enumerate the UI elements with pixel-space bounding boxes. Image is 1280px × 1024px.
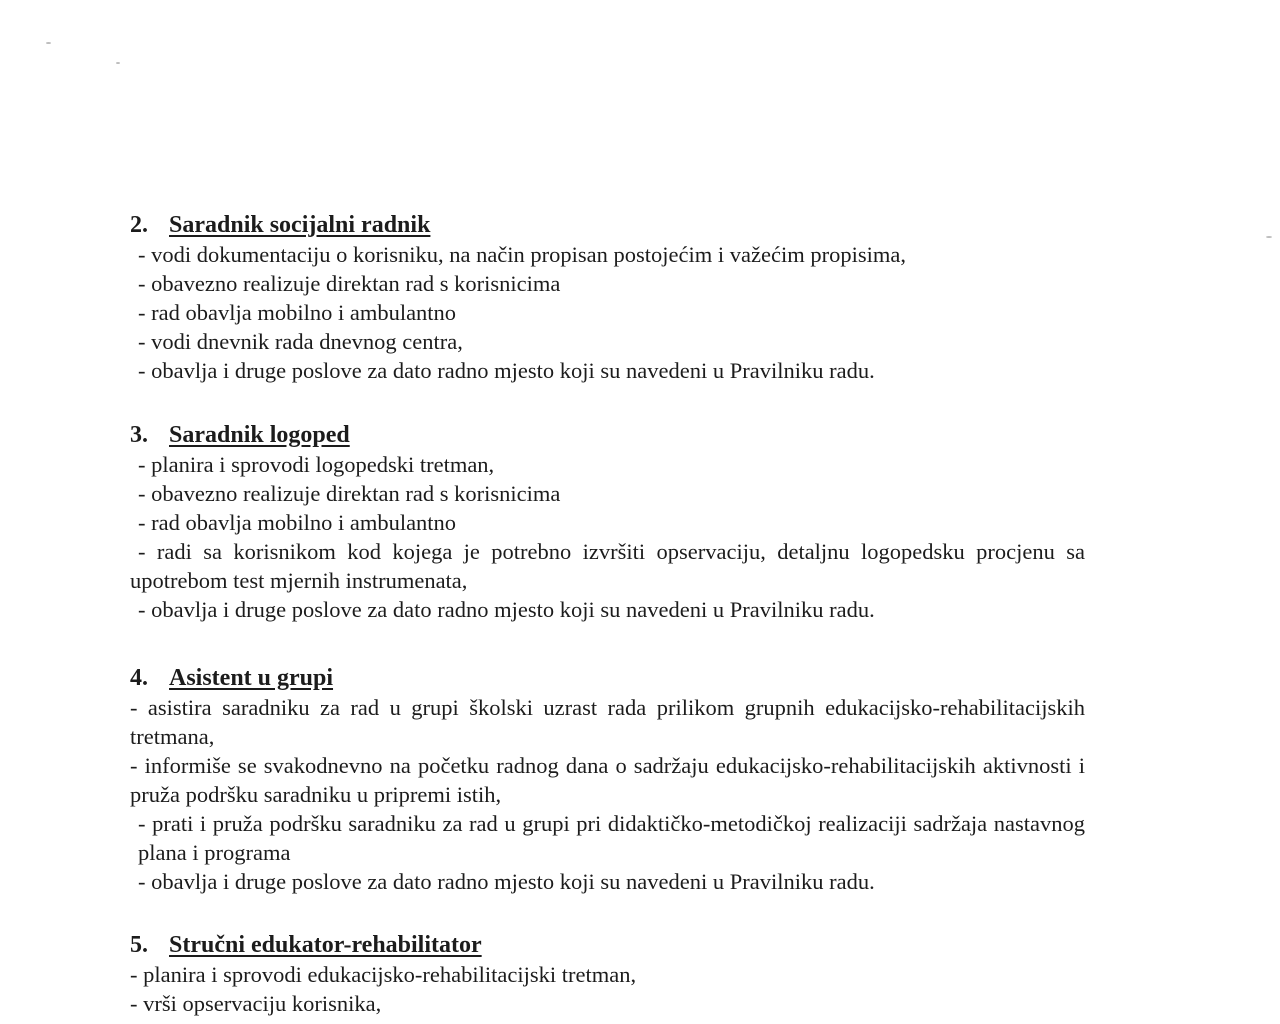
duty-item: - obavlja i druge poslove za dato radno mjesto koji su navedeni u Pravilniku radu. — [138, 869, 875, 894]
duty-item: - vodi dnevnik rada dnevnog centra, — [138, 329, 463, 354]
duty-item: - planira i sprovodi logopedski tretman, — [138, 452, 495, 477]
section-number: 2. — [130, 212, 148, 238]
section-title: Saradnik logoped — [169, 422, 350, 448]
duty-list — [130, 450, 1085, 624]
duty-item: - vodi dokumentaciju o korisniku, na način propisan postojećim i važećim propisima, — [138, 242, 906, 267]
duty-item: - prati i pruža podršku saradniku za rad u grupi pri didaktičko-metodičkoj realizaciji sadržaja nastavnog plana i programa — [138, 811, 1085, 865]
duty-item: - rad obavlja mobilno i ambulantno — [138, 510, 457, 535]
section-saradnik-socijalni-radnik — [130, 210, 1085, 385]
duty-item: - vrši opservaciju korisnika, — [130, 991, 382, 1016]
duty-list — [130, 693, 1085, 896]
duty-item: - informiše se svakodnevno na početku radnog dana o sadržaju edukacijsko-rehabilitacijskih aktivnosti i pruža podršku saradniku u pripremi istih, — [130, 753, 1085, 807]
section-asistent-u-grupi — [130, 663, 1085, 896]
section-title: Asistent u grupi — [169, 665, 334, 691]
scan-speck — [116, 62, 120, 64]
section-heading — [130, 663, 1085, 693]
section-heading — [130, 930, 1085, 960]
section-saradnik-logoped — [130, 420, 1085, 624]
section-heading — [130, 210, 1085, 240]
section-heading — [130, 420, 1085, 450]
section-number: 3. — [130, 422, 148, 448]
duty-item: - obavlja i druge poslove za dato radno mjesto koji su navedeni u Pravilniku radu. — [138, 597, 875, 622]
duty-item: - obavezno realizuje direktan rad s korisnicima — [138, 481, 561, 506]
scan-speck — [46, 42, 51, 44]
section-title: Saradnik socijalni radnik — [169, 212, 431, 238]
section-number: 4. — [130, 665, 148, 691]
duty-list — [130, 240, 1085, 385]
section-title: Stručni edukator-rehabilitator — [169, 932, 482, 958]
scan-speck — [1266, 236, 1272, 238]
duty-item: - planira i sprovodi edukacijsko-rehabilitacijski tretman, — [130, 962, 637, 987]
duty-item: - obavlja i druge poslove za dato radno mjesto koji su navedeni u Pravilniku radu. — [138, 358, 875, 383]
section-strucni-edukator-rehabilitator — [130, 930, 1085, 1018]
duty-list — [130, 960, 1085, 1018]
duty-item: - asistira saradniku za rad u grupi školski uzrast rada prilikom grupnih edukacijsko-rehabilitacijskih tretmana, — [130, 695, 1085, 749]
duty-item: - obavezno realizuje direktan rad s korisnicima — [138, 271, 561, 296]
duty-item: - radi sa korisnikom kod kojega je potrebno izvršiti opservaciju, detaljnu logopedsku procjenu sa upotrebom test mjernih instrumenata, — [130, 539, 1085, 593]
section-number: 5. — [130, 932, 148, 958]
duty-item: - rad obavlja mobilno i ambulantno — [138, 300, 457, 325]
